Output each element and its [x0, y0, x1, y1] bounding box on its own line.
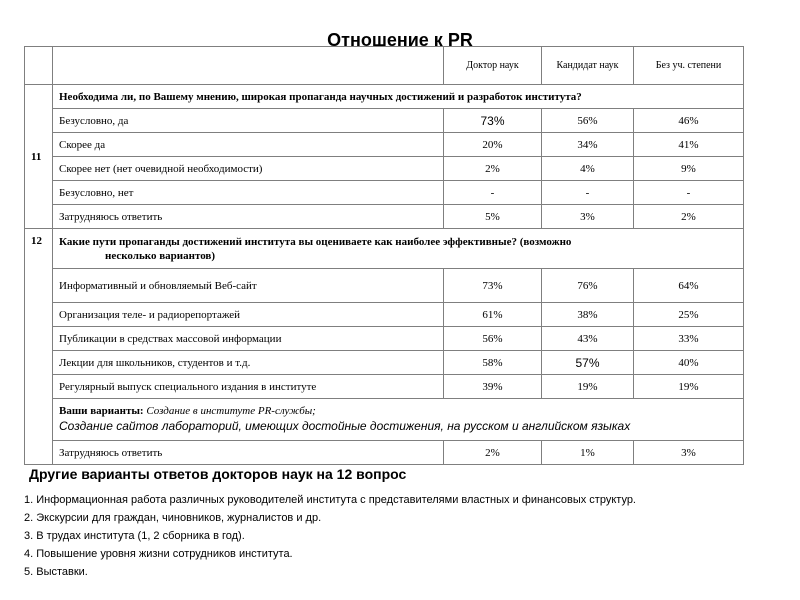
value-cell: 56% — [542, 109, 634, 133]
answer-label: Безусловно, нет — [53, 181, 444, 205]
value-cell: 43% — [542, 327, 634, 351]
value-cell: 73% — [444, 269, 542, 303]
value-cell: 40% — [634, 351, 744, 375]
table-row — [25, 303, 744, 327]
value-cell: 46% — [634, 109, 744, 133]
answers-list — [24, 491, 636, 581]
question-text-line: несколько вариантов) — [105, 249, 216, 262]
list-item: 4. Повышение уровня жизни сотрудников института. — [24, 548, 293, 560]
question-row — [25, 85, 744, 109]
value-cell: 19% — [542, 375, 634, 399]
question-number: 12 — [25, 229, 53, 465]
option-variant: Создание в институте PR-службы; — [146, 405, 316, 417]
header-blank — [53, 47, 444, 85]
value-cell: 39% — [444, 375, 542, 399]
value-cell: 9% — [634, 157, 744, 181]
value-cell: - — [542, 181, 634, 205]
table-row — [25, 157, 744, 181]
value-cell: 20% — [444, 133, 542, 157]
list-item: 2. Экскурсии для граждан, чиновников, журналистов и др. — [24, 512, 322, 524]
options-label: Ваши варианты: — [59, 405, 144, 417]
value-cell: 3% — [542, 205, 634, 229]
value-cell: 2% — [634, 205, 744, 229]
value-cell: 5% — [444, 205, 542, 229]
value-cell: 73% — [444, 109, 542, 133]
answer-label: Скорее да — [53, 133, 444, 157]
value-cell: 33% — [634, 327, 744, 351]
answer-label: Информативный и обновляемый Веб-сайт — [53, 269, 444, 303]
value-cell: 38% — [542, 303, 634, 327]
question-text: Необходима ли, по Вашему мнению, широкая пропаганда научных достижений и разработок института? — [53, 85, 744, 109]
value-cell: 4% — [542, 157, 634, 181]
header-row — [25, 47, 744, 85]
option-variant: Создание сайтов лабораторий, имеющих достойные достижения, на русском и английском языках — [59, 419, 631, 433]
your-options-cell — [53, 399, 744, 441]
table-row — [25, 109, 744, 133]
value-cell: 1% — [542, 441, 634, 465]
value-cell: 34% — [542, 133, 634, 157]
value-cell: 25% — [634, 303, 744, 327]
answer-label: Публикации в средствах массовой информации — [53, 327, 444, 351]
list-item: 3. В трудах института (1, 2 сборника в год). — [24, 530, 245, 542]
answer-label: Затрудняюсь ответить — [53, 441, 444, 465]
table-row — [25, 269, 744, 303]
value-cell: 19% — [634, 375, 744, 399]
col-header-candidate: Кандидат наук — [542, 47, 634, 85]
options-row — [25, 399, 744, 441]
table-row — [25, 327, 744, 351]
value-cell: - — [634, 181, 744, 205]
table-row — [25, 375, 744, 399]
header-blank — [25, 47, 53, 85]
question-row — [25, 229, 744, 269]
value-cell: 3% — [634, 441, 744, 465]
question-number: 11 — [25, 85, 53, 229]
table-row — [25, 441, 744, 465]
section-subtitle: Другие варианты ответов докторов наук на 12 вопрос — [29, 466, 407, 482]
table-row — [25, 205, 744, 229]
list-item: 1. Информационная работа различных руководителей института с представителями властных и финансовых структур. — [24, 494, 636, 506]
table-row — [25, 181, 744, 205]
value-cell: 2% — [444, 441, 542, 465]
value-cell: 64% — [634, 269, 744, 303]
value-cell: - — [444, 181, 542, 205]
table-row — [25, 133, 744, 157]
value-cell: 2% — [444, 157, 542, 181]
value-cell: 56% — [444, 327, 542, 351]
col-header-no-degree: Без уч. степени — [634, 47, 744, 85]
answer-label: Организация теле- и радиорепортажей — [53, 303, 444, 327]
value-cell: 58% — [444, 351, 542, 375]
answer-label: Лекции для школьников, студентов и т.д. — [53, 351, 444, 375]
table-row — [25, 351, 744, 375]
survey-table — [24, 46, 744, 465]
list-item: 5. Выставки. — [24, 566, 88, 578]
question-text — [53, 229, 744, 269]
answer-label: Регулярный выпуск специального издания в институте — [53, 375, 444, 399]
answer-label: Безусловно, да — [53, 109, 444, 133]
answer-label: Затрудняюсь ответить — [53, 205, 444, 229]
question-text-line: Какие пути пропаганды достижений института вы оцениваете как наиболее эффективные? (возможно — [59, 235, 572, 248]
value-cell: 61% — [444, 303, 542, 327]
col-header-doctor: Доктор наук — [444, 47, 542, 85]
page-title: Отношение к PR — [327, 30, 473, 50]
value-cell: 57% — [542, 351, 634, 375]
answer-label: Скорее нет (нет очевидной необходимости) — [53, 157, 444, 181]
value-cell: 76% — [542, 269, 634, 303]
value-cell: 41% — [634, 133, 744, 157]
